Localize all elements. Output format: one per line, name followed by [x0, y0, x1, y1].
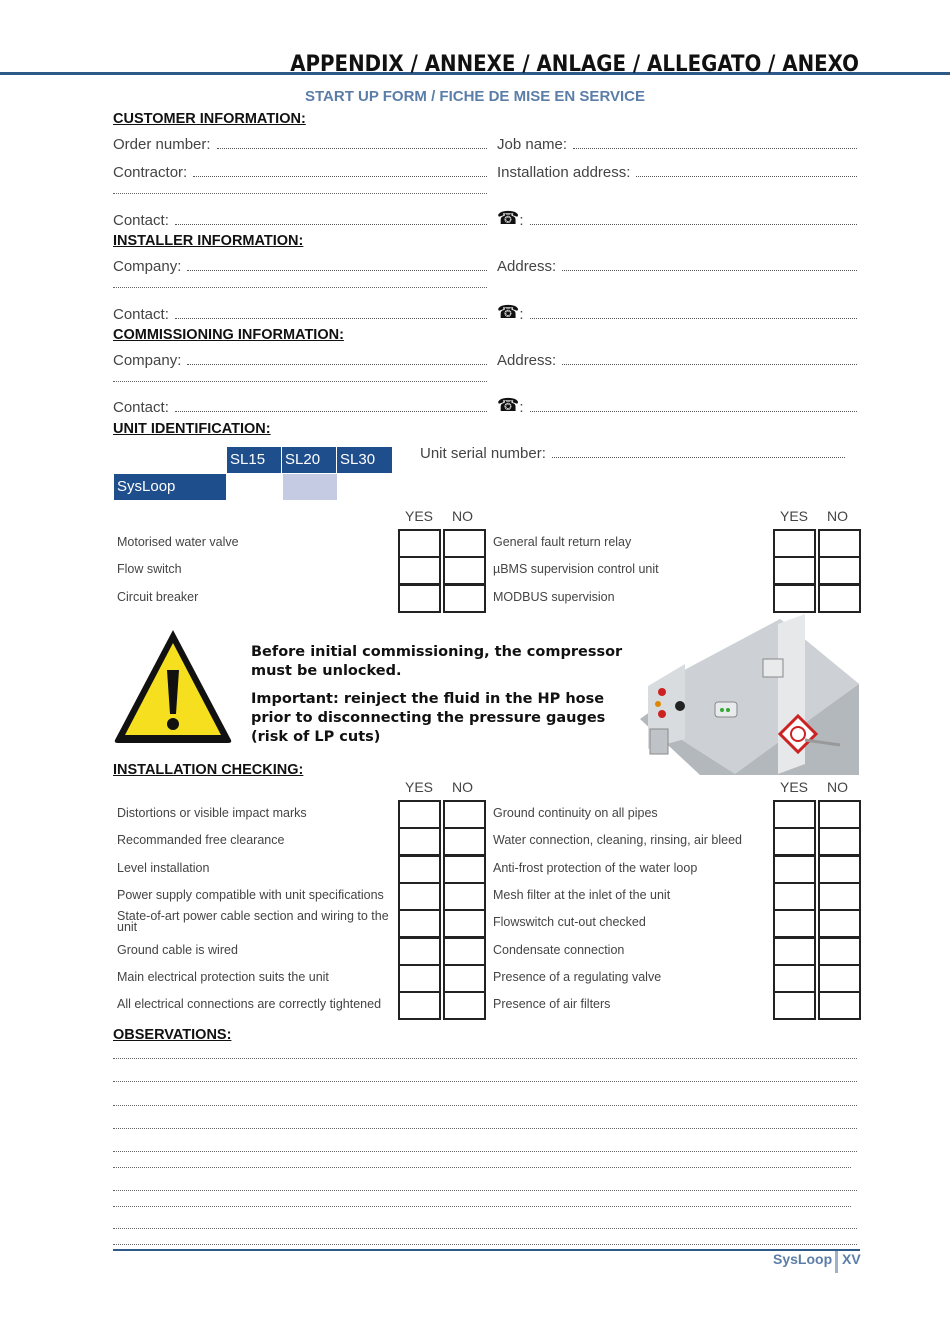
commissioning-phone-label: :	[519, 399, 524, 416]
yes-header: YES	[405, 508, 434, 524]
page-title: APPENDIX / ANNEXE / ANLAGE / ALLEGATO / ANEXO	[290, 52, 859, 77]
serial-number-field[interactable]	[420, 442, 845, 462]
no-header: NO	[452, 508, 473, 524]
checklist-row-label: Mesh filter at the inlet of the unit	[493, 887, 671, 902]
installation-address-field[interactable]	[497, 161, 857, 181]
commissioning-company-field[interactable]	[113, 349, 487, 369]
checkbox-no[interactable]	[818, 556, 861, 585]
checkbox-yes[interactable]	[398, 584, 441, 613]
footer-separator	[835, 1251, 838, 1273]
checkbox-no[interactable]	[443, 529, 486, 558]
installer-company-label: Company:	[113, 258, 182, 275]
commissioning-address-field[interactable]	[497, 349, 857, 369]
checklist-row-label: µBMS supervision control unit	[493, 562, 659, 577]
contractor-continuation-line[interactable]	[113, 193, 487, 194]
checklist-row-label: Distortions or visible impact marks	[117, 806, 307, 820]
checkbox-yes[interactable]	[398, 882, 441, 911]
job-name-label: Job name:	[497, 136, 568, 153]
checkbox-no[interactable]	[443, 909, 486, 938]
order-number-field[interactable]	[113, 133, 487, 153]
customer-heading: CUSTOMER INFORMATION:	[113, 111, 306, 127]
checkbox-no[interactable]	[818, 991, 861, 1020]
observation-line[interactable]	[113, 1228, 857, 1229]
checklist-row-label: Presence of a regulating valve	[493, 969, 662, 984]
checkbox-yes[interactable]	[773, 529, 816, 558]
checklist-row-label: Presence of air filters	[493, 997, 611, 1012]
checklist-row-label: Motorised water valve	[117, 535, 239, 549]
checkbox-yes[interactable]	[773, 882, 816, 911]
checklist-row-label: Water connection, cleaning, rinsing, air bleed	[493, 833, 742, 848]
observation-line[interactable]	[113, 1190, 857, 1191]
checklist-row-label: Level installation	[117, 860, 210, 875]
checkbox-yes[interactable]	[773, 964, 816, 993]
checkbox-yes[interactable]	[773, 800, 816, 829]
observation-line[interactable]	[113, 1167, 851, 1168]
installer-contact-label: Contact:	[113, 306, 169, 323]
checkbox-yes[interactable]	[773, 855, 816, 884]
installer-contact-field[interactable]	[113, 303, 487, 323]
checkbox-no[interactable]	[443, 964, 486, 993]
commissioning-contact-label: Contact:	[113, 399, 169, 416]
observation-line[interactable]	[113, 1128, 857, 1129]
installation-checking-heading: INSTALLATION CHECKING:	[113, 762, 304, 778]
commissioning-company-label: Company:	[113, 352, 182, 369]
unit-heading: UNIT IDENTIFICATION:	[113, 421, 271, 437]
serial-number-label: Unit serial number:	[420, 445, 546, 462]
commissioning-phone-field[interactable]	[497, 394, 857, 416]
customer-phone-field[interactable]	[497, 207, 857, 229]
checkbox-no[interactable]	[443, 827, 486, 856]
footer-rule	[113, 1249, 860, 1251]
page-number: XV	[842, 1251, 861, 1267]
checkbox-yes[interactable]	[398, 855, 441, 884]
installer-address-field[interactable]	[497, 255, 857, 275]
observation-line[interactable]	[113, 1105, 857, 1106]
phone-icon: ☎	[497, 302, 520, 322]
warning-triangle-icon	[111, 626, 235, 746]
checkbox-yes[interactable]	[398, 909, 441, 938]
checkbox-yes[interactable]	[398, 800, 441, 829]
checkbox-yes[interactable]	[773, 827, 816, 856]
checklist-row-label: Flow switch	[117, 562, 182, 577]
checkbox-no[interactable]	[818, 800, 861, 829]
customer-contact-field[interactable]	[113, 209, 487, 229]
checkbox-no[interactable]	[818, 909, 861, 938]
installer-company-field[interactable]	[113, 255, 487, 275]
job-name-field[interactable]	[497, 133, 857, 153]
checklist-row-label: Ground cable is wired	[117, 942, 238, 957]
checkbox-yes[interactable]	[773, 909, 816, 938]
yes-header: YES	[780, 779, 809, 795]
order-number-label: Order number:	[113, 136, 211, 153]
checkbox-yes[interactable]	[398, 827, 441, 856]
checkbox-no[interactable]	[818, 937, 861, 966]
checklist-row-label: Anti-frost protection of the water loop	[493, 860, 698, 875]
commissioning-contact-field[interactable]	[113, 396, 487, 416]
checklist-row-label: Flowswitch cut-out checked	[493, 915, 646, 930]
checkbox-yes[interactable]	[398, 991, 441, 1020]
checkbox-no[interactable]	[443, 556, 486, 585]
checkbox-yes[interactable]	[773, 556, 816, 585]
checkbox-yes[interactable]	[773, 937, 816, 966]
checklist-row-label: Ground continuity on all pipes	[493, 806, 658, 820]
model-sl20[interactable]: SL20	[282, 447, 336, 473]
checklist-row-label: Main electrical protection suits the unit	[117, 969, 329, 984]
checkbox-yes[interactable]	[398, 529, 441, 558]
checklist-row-label: Condensate connection	[493, 942, 625, 957]
no-header: NO	[827, 508, 848, 524]
checkbox-yes[interactable]	[773, 584, 816, 613]
checkbox-yes[interactable]	[398, 964, 441, 993]
checklist-row-label: MODBUS supervision	[493, 589, 615, 604]
yes-header: YES	[780, 508, 809, 524]
checkbox-no[interactable]	[818, 529, 861, 558]
commissioning-continuation-line[interactable]	[113, 381, 487, 382]
checkbox-no[interactable]	[443, 584, 486, 613]
observation-line[interactable]	[113, 1081, 857, 1082]
checkbox-no[interactable]	[443, 882, 486, 911]
checklist-row-label: Recommanded free clearance	[117, 833, 285, 848]
observations-heading: OBSERVATIONS:	[113, 1027, 232, 1043]
checkbox-yes[interactable]	[398, 937, 441, 966]
installer-phone-label: :	[519, 306, 524, 323]
installation-address-label: Installation address:	[497, 164, 631, 181]
checkbox-no[interactable]	[818, 964, 861, 993]
checklist-row-label: All electrical connections are correctly tightened	[117, 997, 382, 1012]
observation-line[interactable]	[113, 1206, 851, 1207]
warning-unlock-text: Before initial commissioning, the compressor must be unlocked.	[251, 644, 623, 679]
phone-icon: ☎	[497, 395, 520, 415]
installer-heading: INSTALLER INFORMATION:	[113, 233, 304, 249]
installer-address-label: Address:	[497, 258, 557, 275]
installer-continuation-line[interactable]	[113, 287, 487, 288]
model-sl15[interactable]: SL15	[227, 447, 281, 473]
customer-phone-label: :	[519, 212, 524, 229]
contractor-field[interactable]	[113, 161, 487, 181]
checkbox-no[interactable]	[443, 991, 486, 1020]
checkbox-yes[interactable]	[398, 556, 441, 585]
checklist-row-label: Circuit breaker	[117, 589, 199, 604]
commissioning-address-label: Address:	[497, 352, 557, 369]
checkbox-no[interactable]	[443, 937, 486, 966]
checkbox-no[interactable]	[443, 800, 486, 829]
no-header: NO	[452, 779, 473, 795]
contractor-label: Contractor:	[113, 164, 188, 181]
checkbox-no[interactable]	[818, 882, 861, 911]
model-sl20-selection-cell[interactable]	[283, 474, 337, 500]
checkbox-no[interactable]	[443, 855, 486, 884]
model-sl30[interactable]: SL30	[337, 447, 392, 473]
phone-icon: ☎	[497, 208, 520, 228]
footer-brand: SysLoop	[773, 1251, 833, 1267]
checkbox-no[interactable]	[818, 855, 861, 884]
product-sysloop: SysLoop	[114, 474, 226, 500]
customer-contact-label: Contact:	[113, 212, 169, 229]
observation-line[interactable]	[113, 1151, 857, 1152]
yes-header: YES	[405, 779, 434, 795]
form-subtitle: START UP FORM / FICHE DE MISE EN SERVICE	[304, 88, 646, 105]
installer-phone-field[interactable]	[497, 301, 857, 323]
unit-compressor-illustration	[640, 614, 860, 776]
checklist-row-label: State-of-art power cable section and wiring to the unit	[117, 909, 389, 935]
checklist-row-label: Power supply compatible with unit specifications	[117, 887, 384, 902]
checkbox-no[interactable]	[818, 584, 861, 613]
no-header: NO	[827, 779, 848, 795]
commissioning-heading: COMMISSIONING INFORMATION:	[113, 327, 344, 343]
observation-line[interactable]	[113, 1244, 857, 1245]
observation-line[interactable]	[113, 1058, 857, 1059]
warning-reinject-text: Important: reinject the fluid in the HP hose prior to disconnecting the pressure gauges (risk of LP cuts)	[251, 691, 606, 745]
checklist-row-label: General fault return relay	[493, 535, 632, 549]
checkbox-yes[interactable]	[773, 991, 816, 1020]
checkbox-no[interactable]	[818, 827, 861, 856]
